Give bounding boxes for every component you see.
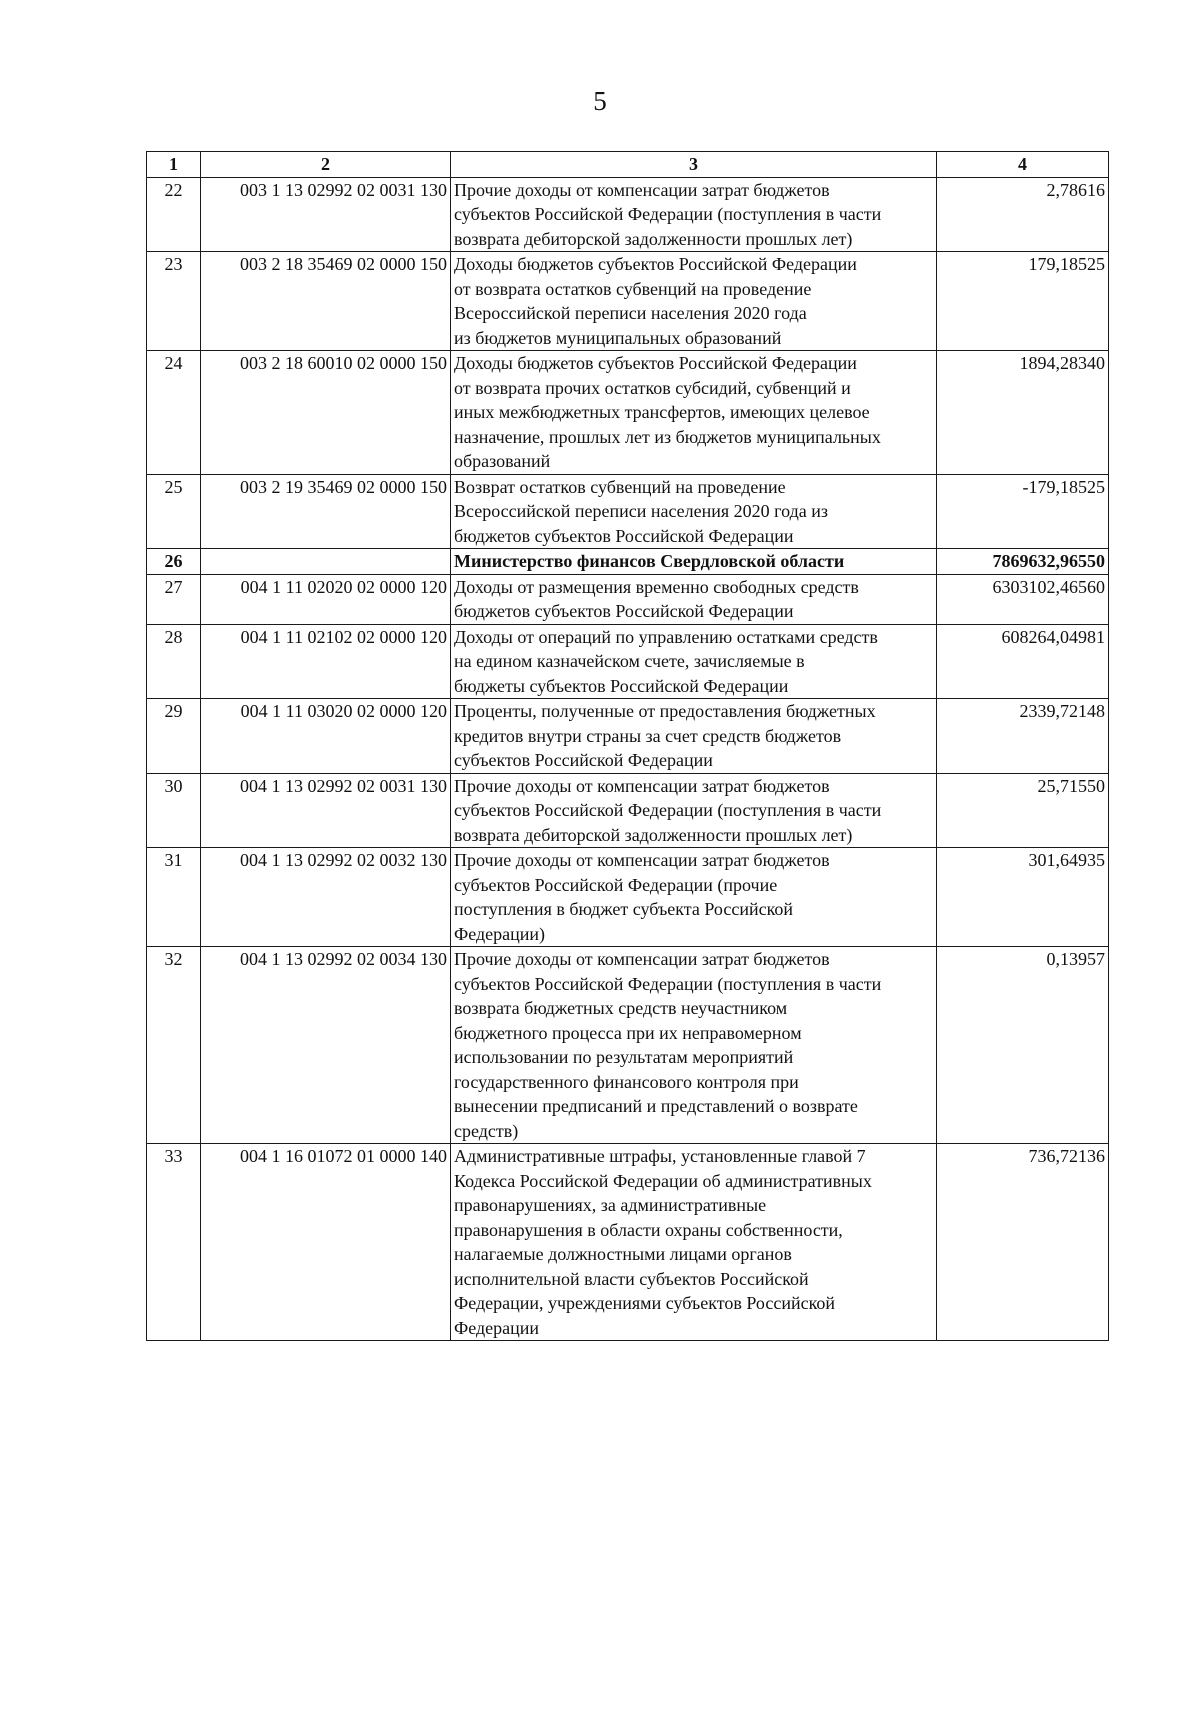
income-description [451, 699, 937, 774]
description-line: Доходы бюджетов субъектов Российской Федерации [454, 254, 857, 274]
income-description [451, 624, 937, 699]
budget-code: 004 1 11 02020 02 0000 120 [201, 574, 451, 624]
description-line: назначение, прошлых лет из бюджетов муниципальных [454, 426, 881, 447]
income-description [451, 574, 937, 624]
description-line: Доходы бюджетов субъектов Российской Федерации [454, 353, 857, 373]
income-description [451, 252, 937, 351]
amount-value: 301,64935 [937, 848, 1109, 947]
description-line: бюджетного процесса при их неправомерном [454, 1022, 802, 1043]
description-line: Доходы от операций по управлению остатками средств [454, 626, 878, 647]
description-line: из бюджетов муниципальных образований [454, 327, 782, 348]
description-line: Федерации [454, 1317, 540, 1338]
table-row [147, 773, 1109, 848]
budget-code: 004 1 16 01072 01 0000 140 [201, 1144, 451, 1341]
description-line: исполнительной власти субъектов Российской [454, 1268, 809, 1289]
page-number: 5 [593, 86, 607, 116]
description-line: Прочие доходы от компенсации затрат бюджетов [454, 850, 830, 870]
budget-code: 004 1 13 02992 02 0034 130 [201, 947, 451, 1144]
amount-value: 608264,04981 [937, 624, 1109, 699]
amount-value: 7869632,96550 [937, 549, 1109, 575]
description-line: на едином казначейском счете, зачисляемые в [454, 651, 805, 671]
description-line: Министерство финансов Свердловской области [454, 551, 845, 571]
description-line: субъектов Российской Федерации (прочие [454, 874, 778, 895]
description-line: поступления в бюджет субъекта Российской [454, 899, 794, 919]
row-number: 23 [147, 252, 201, 351]
table-row [147, 624, 1109, 699]
amount-value: -179,18525 [937, 474, 1109, 549]
table-row [147, 549, 1109, 575]
description-line: от возврата остатков субвенций на проведение [454, 278, 812, 299]
table-body [147, 177, 1109, 1341]
description-line: Всероссийской переписи населения 2020 года из [454, 501, 828, 521]
description-line: Кодекса Российской Федерации об административных [454, 1170, 872, 1191]
description-line: Прочие доходы от компенсации затрат бюджетов [454, 179, 830, 200]
amount-value: 2,78616 [937, 177, 1109, 252]
description-line: субъектов Российской Федерации (поступления в части [454, 204, 882, 224]
description-line: субъектов Российской Федерации (поступления в части [454, 800, 882, 820]
table-row [147, 848, 1109, 947]
budget-code: 004 1 11 02102 02 0000 120 [201, 624, 451, 699]
header-col-3: 3 [451, 152, 937, 178]
description-line: вынесении предписаний и представлений о возврате [454, 1096, 858, 1116]
table-row [147, 1144, 1109, 1341]
row-number: 32 [147, 947, 201, 1144]
income-description [451, 1144, 937, 1341]
header-col-2: 2 [201, 152, 451, 178]
description-line: Возврат остатков субвенций на проведение [454, 476, 786, 497]
income-description [451, 474, 937, 549]
amount-value: 179,18525 [937, 252, 1109, 351]
header-col-1: 1 [147, 152, 201, 178]
table-row [147, 351, 1109, 475]
description-line: бюджеты субъектов Российской Федерации [454, 675, 789, 696]
income-description [451, 947, 937, 1144]
description-line: Доходы от размещения временно свободных средств [454, 576, 859, 597]
budget-code: 003 2 18 60010 02 0000 150 [201, 351, 451, 475]
description-line: Административные штрафы, установленные главой 7 [454, 1146, 866, 1166]
row-number: 25 [147, 474, 201, 549]
amount-value: 0,13957 [937, 947, 1109, 1144]
table-header [147, 152, 1109, 178]
description-line: Прочие доходы от компенсации затрат бюджетов [454, 949, 830, 969]
description-line: налагаемые должностными лицами органов [454, 1244, 792, 1264]
amount-value: 1894,28340 [937, 351, 1109, 475]
header-col-4: 4 [937, 152, 1109, 178]
description-line: Федерации) [454, 923, 546, 944]
amount-value: 736,72136 [937, 1144, 1109, 1341]
description-line: Проценты, полученные от предоставления бюджетных [454, 701, 876, 721]
table-row [147, 252, 1109, 351]
description-line: кредитов внутри страны за счет средств бюджетов [454, 725, 842, 746]
description-line: возврата дебиторской задолженности прошлых лет) [454, 824, 853, 845]
row-number: 24 [147, 351, 201, 475]
row-number: 31 [147, 848, 201, 947]
description-line: правонарушениях, за административные [454, 1195, 767, 1215]
income-description [451, 177, 937, 252]
description-line: возврата дебиторской задолженности прошлых лет) [454, 228, 853, 249]
row-number: 28 [147, 624, 201, 699]
budget-code: 003 1 13 02992 02 0031 130 [201, 177, 451, 252]
description-line: от возврата прочих остатков субсидий, субвенций и [454, 377, 851, 398]
row-number: 30 [147, 773, 201, 848]
budget-code: 004 1 13 02992 02 0031 130 [201, 773, 451, 848]
description-line: правонарушения в области охраны собственности, [454, 1219, 843, 1240]
description-line: субъектов Российской Федерации (поступления в части [454, 973, 882, 994]
row-number: 22 [147, 177, 201, 252]
description-line: использовании по результатам мероприятий [454, 1047, 794, 1067]
budget-code: 003 2 19 35469 02 0000 150 [201, 474, 451, 549]
row-number: 27 [147, 574, 201, 624]
row-number: 33 [147, 1144, 201, 1341]
budget-code: 004 1 13 02992 02 0032 130 [201, 848, 451, 947]
budget-code: 003 2 18 35469 02 0000 150 [201, 252, 451, 351]
description-line: бюджетов субъектов Российской Федерации [454, 525, 794, 546]
income-description [451, 848, 937, 947]
income-description [451, 773, 937, 848]
description-line: средств) [454, 1120, 519, 1141]
description-line: Всероссийской переписи населения 2020 года [454, 303, 807, 323]
row-number: 26 [147, 549, 201, 575]
table-row [147, 474, 1109, 549]
description-line: Федерации, учреждениями субъектов Российской [454, 1293, 836, 1313]
description-line: образований [454, 451, 551, 471]
description-line: Прочие доходы от компенсации затрат бюджетов [454, 775, 830, 796]
income-description [451, 549, 937, 575]
description-line: бюджетов субъектов Российской Федерации [454, 601, 794, 621]
amount-value: 2339,72148 [937, 699, 1109, 774]
amount-value: 6303102,46560 [937, 574, 1109, 624]
description-line: государственного финансового контроля при [454, 1071, 799, 1092]
amount-value: 25,71550 [937, 773, 1109, 848]
table-row [147, 699, 1109, 774]
table-row [147, 947, 1109, 1144]
budget-code [201, 549, 451, 575]
description-line: иных межбюджетных трансфертов, имеющих целевое [454, 402, 870, 422]
row-number: 29 [147, 699, 201, 774]
description-line: субъектов Российской Федерации [454, 750, 713, 770]
income-description [451, 351, 937, 475]
revenue-table [146, 151, 1109, 1341]
description-line: возврата бюджетных средств неучастником [454, 998, 788, 1018]
header-row [147, 152, 1109, 178]
budget-code: 004 1 11 03020 02 0000 120 [201, 699, 451, 774]
table-row [147, 177, 1109, 252]
table-row [147, 574, 1109, 624]
